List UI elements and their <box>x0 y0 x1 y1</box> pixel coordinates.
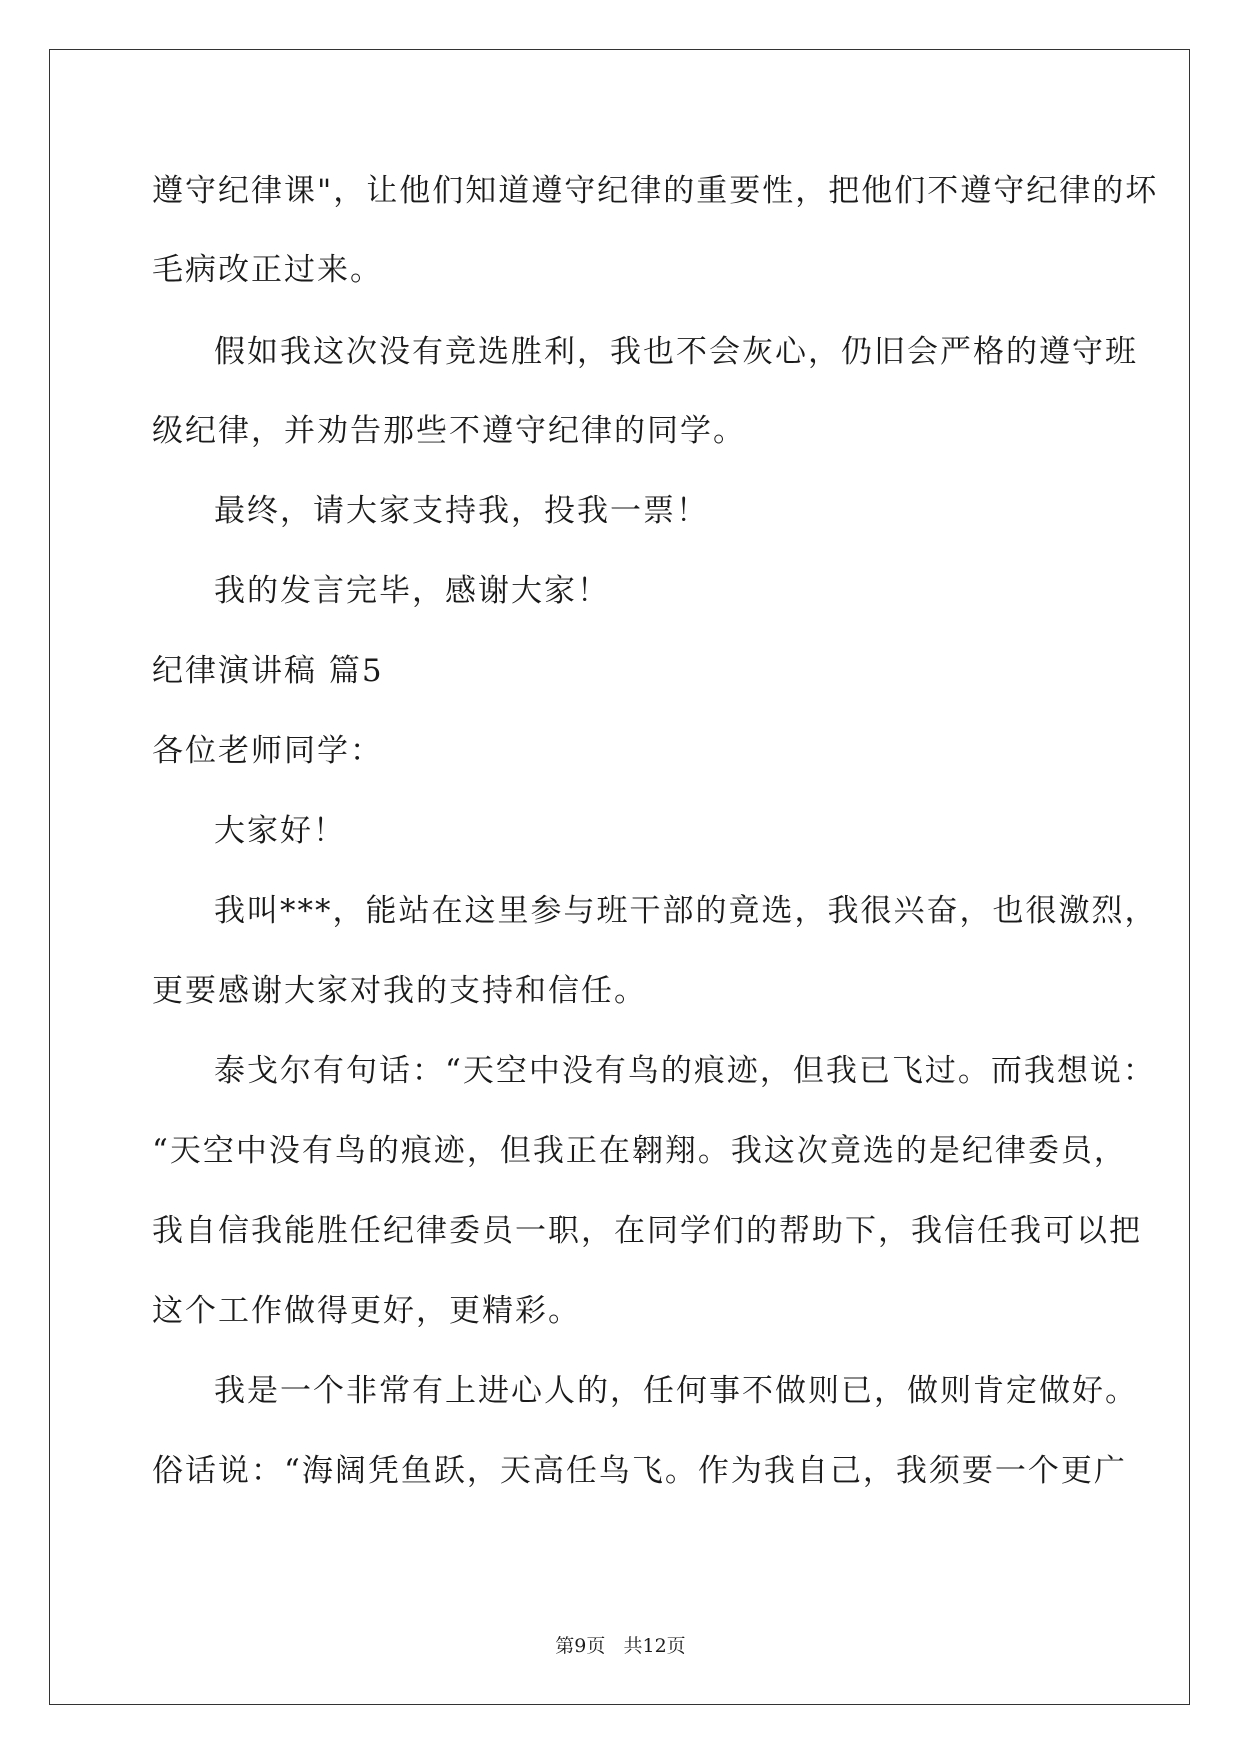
paragraph-line: 我是一个非常有上进心人的，任何事不做则已，做则肯定做好。 <box>214 1373 1138 1409</box>
paragraph-line: 我自信我能胜任纪律委员一职，在同学们的帮助下，我信任我可以把 <box>152 1213 1142 1249</box>
paragraph-line: 毛病改正过来。 <box>152 252 383 288</box>
paragraph-line: 假如我这次没有竞选胜利，我也不会灰心，仍旧会严格的遵守班 <box>214 334 1138 370</box>
paragraph-line: 这个工作做得更好，更精彩。 <box>152 1293 581 1329</box>
paragraph-line: 最终，请大家支持我，投我一票！ <box>214 493 709 529</box>
paragraph-line: “天空中没有鸟的痕迹，但我正在翱翔。我这次竟选的是纪律委员， <box>152 1133 1127 1169</box>
paragraph-line: 我叫***，能站在这里参与班干部的竟选，我很兴奋，也很激烈， <box>214 893 1158 929</box>
paragraph-line: 级纪律，并劝告那些不遵守纪律的同学。 <box>152 413 746 449</box>
paragraph-line: 遵守纪律课"，让他们知道遵守纪律的重要性，把他们不遵守纪律的坏 <box>152 173 1159 209</box>
salutation: 各位老师同学： <box>152 733 383 769</box>
paragraph-line: 泰戈尔有句话：“天空中没有鸟的痕迹，但我已飞过。而我想说： <box>214 1053 1156 1089</box>
section-heading: 纪律演讲稿 篇5 <box>152 653 384 689</box>
paragraph-line: 俗话说：“海阔凭鱼跃，天高任鸟飞。作为我自己，我须要一个更广 <box>152 1453 1127 1489</box>
paragraph-line: 更要感谢大家对我的支持和信任。 <box>152 973 647 1009</box>
greeting: 大家好！ <box>214 813 346 849</box>
paragraph-line: 我的发言完毕，感谢大家！ <box>214 573 610 609</box>
page-number: 第9页 共12页 <box>555 1635 686 1657</box>
